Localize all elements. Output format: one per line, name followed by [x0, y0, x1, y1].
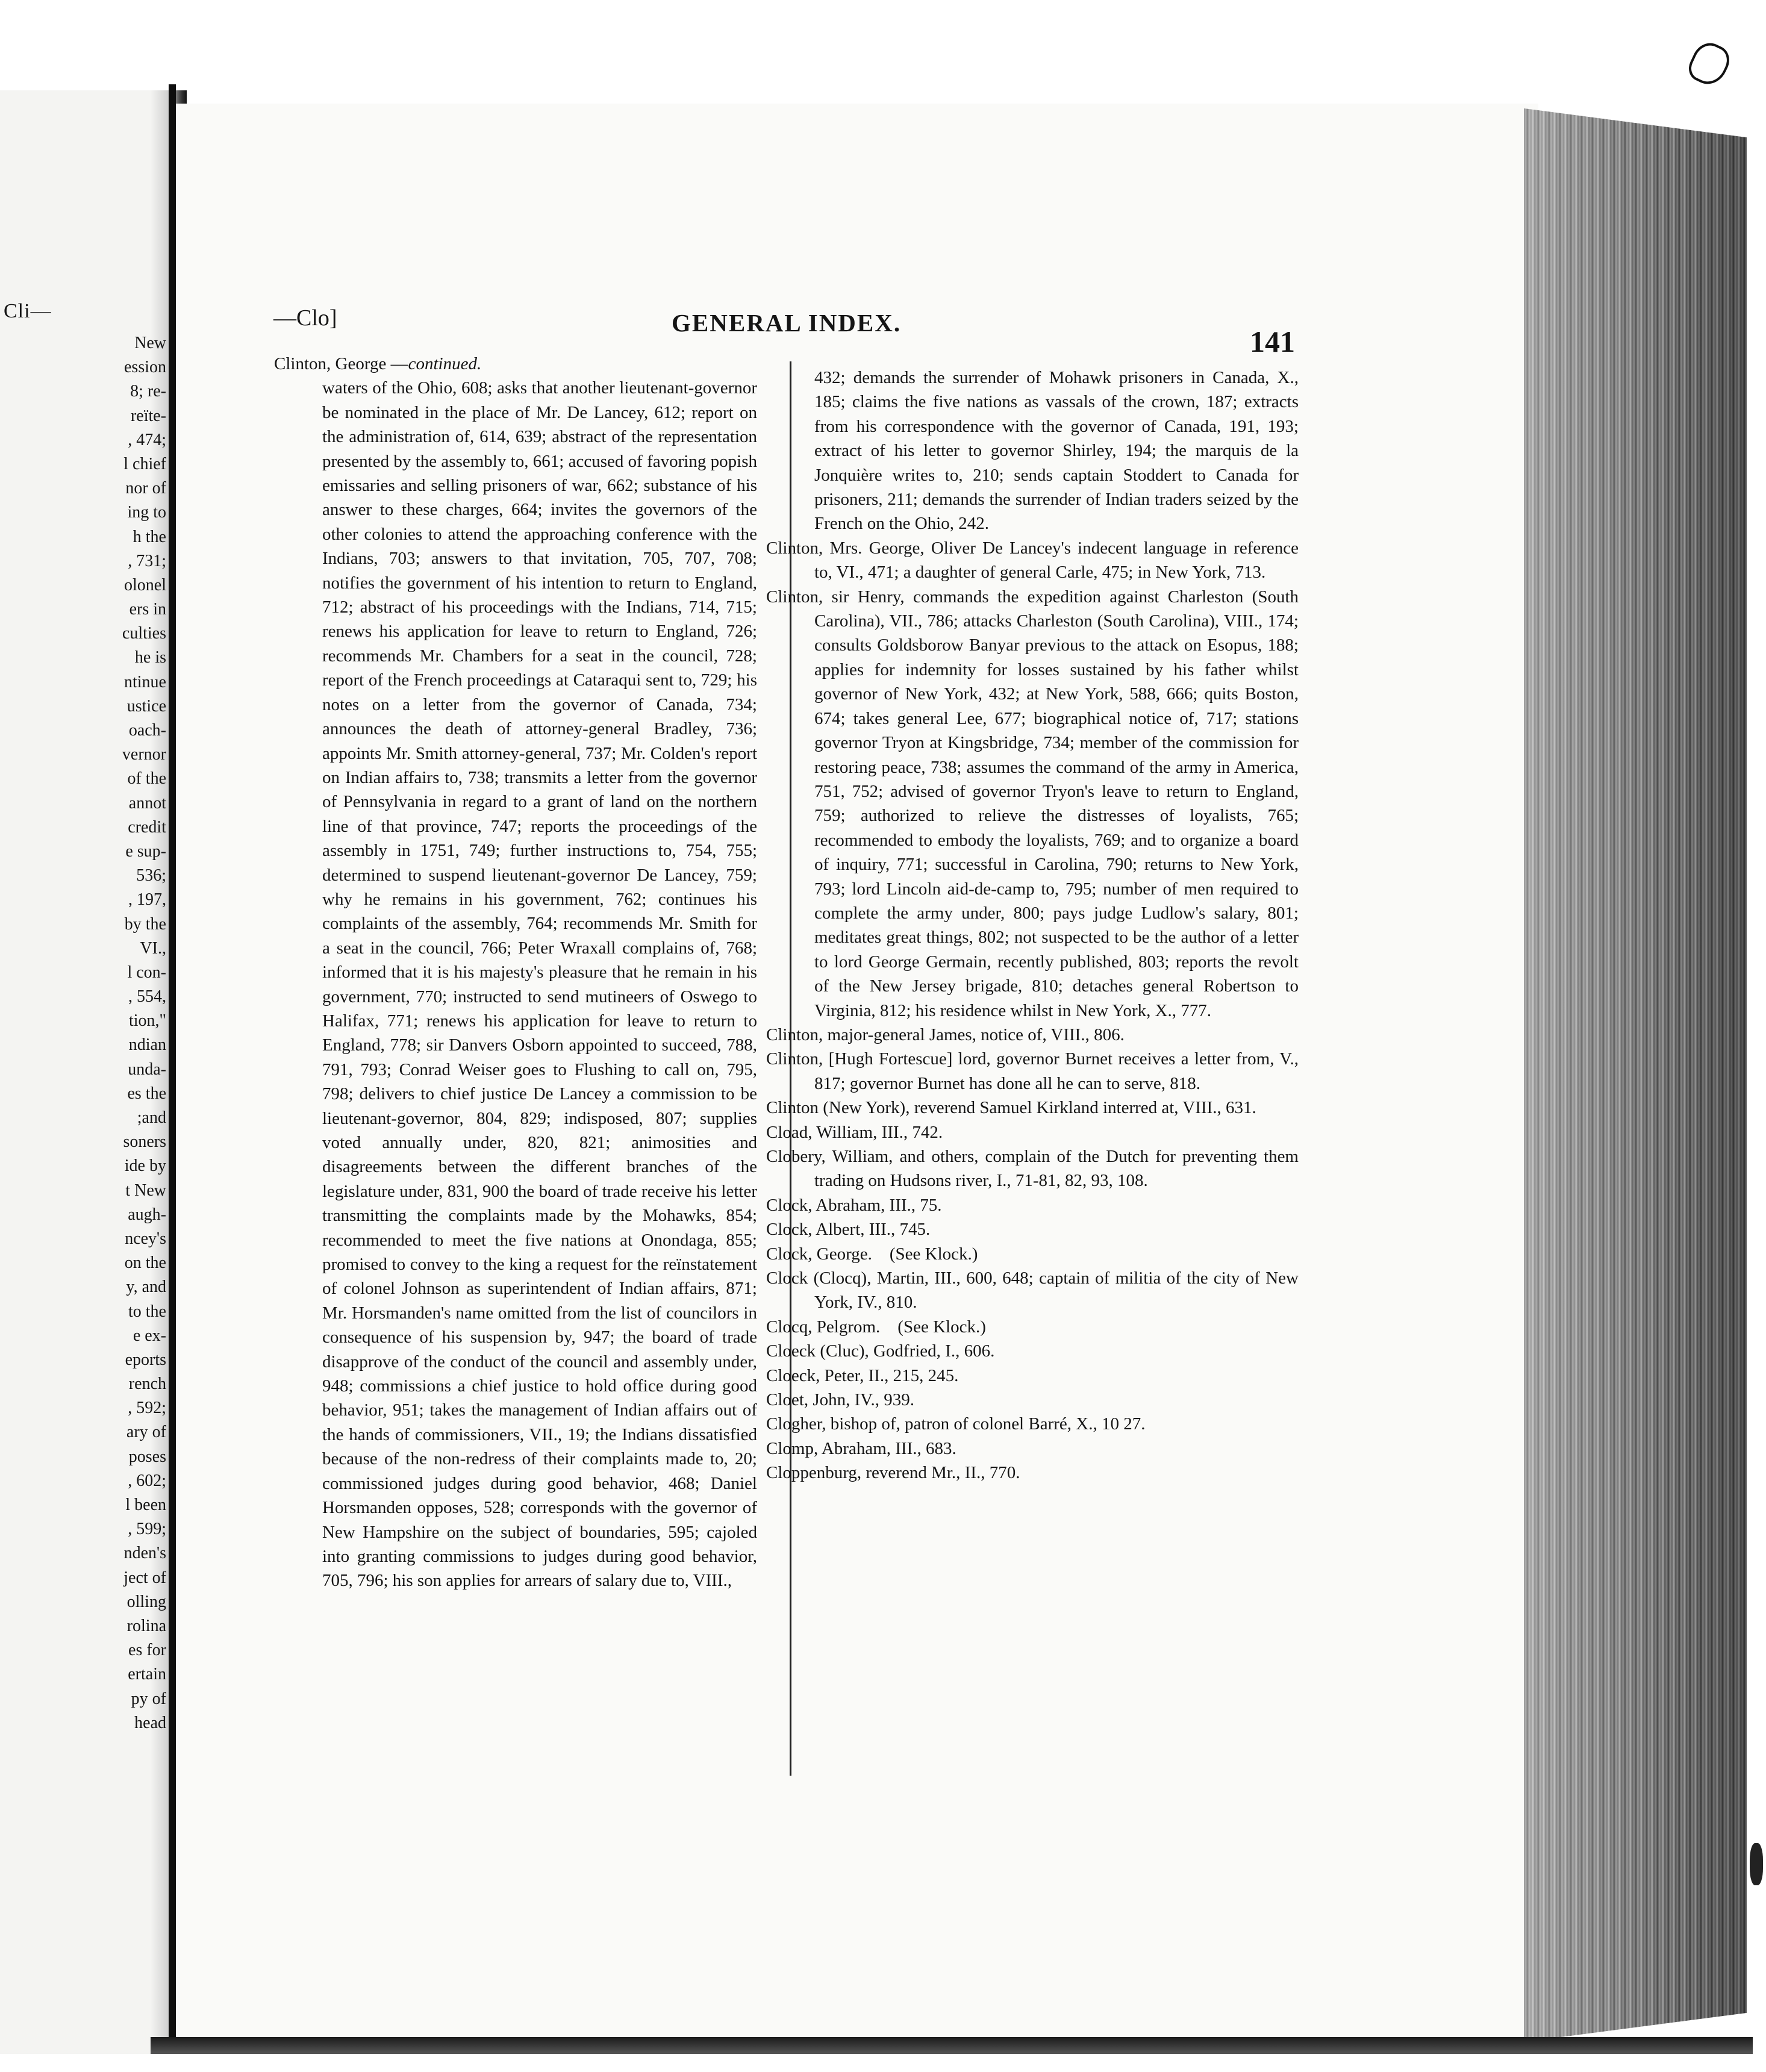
left-fragment-line: ndian: [128, 1035, 166, 1055]
left-fragment-line: he is: [134, 648, 166, 667]
left-fragment-line: , 602;: [128, 1471, 166, 1490]
left-fragment-line: t New: [125, 1181, 166, 1200]
index-entry-text: Clinton, sir Henry, commands the expedition against Charleston (South Carolina), VII., 786; attacks Charleston (South Carolina), VIII., 174; consults Goldsborow Banyar previous to the attack on Esopus, 188; applies for indemnity for losses sustained by his father whilst governor of New York, 432; at New York, 588, 666; quits Boston, 674; takes general Lee, 677; biographical notice of, 717; stations governor Tryon at Kingsbridge, 734; member of the commission for restoring peace, 738; assumes the command of the army in America, 751, 752; advised of governor Tryon's leave to return to England, 759; authorized to relieve the distresses of loyalists, 765; recommended to embody the loyalists, 769; and to organize a board of inquiry, 771; successful in Carolina, 790; returns to New York, 793; lord Lincoln aid-de-camp to, 795; number of men required to complete the army under, 800; pays judge Ludlow's salary, 801; meditates great things, 802; not suspected to be the author of a letter to lord George Germain, recently published, 803; reports the revolt of the New Jersey brigade, 810; detaches general Robertson to Virginia, 812; his residence whilst in New York, X., 777.: [766, 587, 1299, 1020]
index-entry-text: Clobery, William, and others, complain of the Dutch for preventing them trading on Hudsons river, I., 71-81, 82, 93, 108.: [766, 1147, 1299, 1191]
left-fragment-line: 536;: [136, 866, 166, 885]
index-entry-text: Cloeck (Cluc), Godfried, I., 606.: [766, 1341, 995, 1361]
index-entry-text: Clock, Abraham, III., 75.: [766, 1195, 942, 1215]
left-fragment-line: to the: [128, 1302, 166, 1321]
index-entry-text: Clock, Albert, III., 745.: [766, 1220, 931, 1240]
left-fragment-line: on the: [124, 1253, 166, 1273]
left-fragment-line: ertain: [128, 1665, 166, 1684]
left-fragment-line: reïte-: [130, 406, 166, 425]
left-fragment-line: by the: [124, 914, 166, 934]
left-fragment-line: vernor: [122, 745, 166, 764]
left-fragment-line: annot: [128, 793, 166, 813]
index-entry-text: Clinton, Mrs. George, Oliver De Lancey's indecent language in reference to, VI., 471; a daughter of general Carle, 475; in New York, 713.: [766, 538, 1299, 582]
left-fragment-line: py of: [131, 1689, 166, 1708]
index-column-right: [766, 366, 1299, 1485]
index-entry-text: Clogher, bishop of, patron of colonel Barré, X., 10 27.: [766, 1414, 1146, 1434]
index-entry: [766, 1047, 1299, 1096]
index-entry-text: Cloeck, Peter, II., 215, 245.: [766, 1365, 959, 1385]
index-entry: [766, 1144, 1299, 1193]
left-fragment-line: ing to: [127, 503, 166, 522]
left-fragment-line: poses: [128, 1447, 166, 1466]
index-entry: [766, 1242, 1299, 1266]
left-fragment-line: nden's: [123, 1544, 166, 1563]
left-fragment-line: tion,": [129, 1011, 166, 1031]
index-entry-text: Clock (Clocq), Martin, III., 600, 648; captain of militia of the city of New York, IV., 810.: [766, 1268, 1299, 1312]
index-entry: [766, 585, 1299, 1023]
index-entry: [766, 1461, 1299, 1485]
bottom-edge: [151, 2037, 1753, 2054]
index-entry: [766, 1266, 1299, 1315]
scan-artifact: [1750, 1843, 1763, 1885]
left-fragment-line: 8; re-: [130, 382, 166, 401]
left-fragment-line: rench: [128, 1375, 166, 1394]
left-fragment-line: ary of: [126, 1423, 166, 1442]
left-fragment-line: of the: [127, 769, 166, 788]
index-entry: [766, 1437, 1299, 1461]
index-entry: [766, 1388, 1299, 1412]
index-entry-text: Cloet, John, IV., 939.: [766, 1390, 914, 1410]
left-fragment-line: ide by: [124, 1156, 166, 1176]
left-fragment-line: rolina: [126, 1616, 166, 1635]
index-entry-continuation: 432; demands the surrender of Mohawk prisoners in Canada, X., 185; claims the five nations as vassals of the crown, 187; extracts from his correspondence with the governor of Canada, 191, 193; extract of his letter to governor Shirley, 194; the marquis de la Jonquière writes to, 210; sends captain Stoddert to Canada for prisoners, 211; demands the surrender of Indian traders seized by the French on the Ohio, 242.: [814, 368, 1299, 534]
index-entry-heading: [274, 352, 757, 376]
left-fragment-line: , 599;: [128, 1520, 166, 1539]
left-fragment-line: es for: [128, 1641, 166, 1660]
index-entry-text: Clinton (New York), reverend Samuel Kirkland interred at, VIII., 631.: [766, 1098, 1256, 1118]
left-fragment-line: y, and: [126, 1278, 166, 1297]
index-entry: [766, 1096, 1299, 1120]
left-fragment-line: unda-: [128, 1059, 166, 1079]
scan-artifact: [1684, 38, 1734, 90]
index-entry: [766, 1193, 1299, 1217]
index-column-left: [274, 352, 757, 1593]
left-page-text-fragment: [0, 331, 166, 1735]
left-fragment-line: , 731;: [128, 551, 166, 570]
index-entry: [766, 1023, 1299, 1047]
index-entry-text: Clinton, [Hugh Fortescue] lord, governor Burnet receives a letter from, V., 817; governor Burnet has done all he can to serve, 818.: [766, 1049, 1299, 1093]
left-fragment-line: l con-: [127, 963, 166, 982]
left-fragment-line: h the: [133, 527, 166, 546]
entry-heading-text: Clinton, George —: [274, 354, 408, 373]
left-fragment-line: olonel: [124, 575, 166, 594]
page-number: 141: [1250, 325, 1295, 358]
left-fragment-line: oach-: [128, 721, 166, 740]
left-fragment-line: , 592;: [128, 1399, 166, 1418]
index-entry-text: Clinton, major-general James, notice of, VIII., 806.: [766, 1025, 1125, 1044]
index-entry-text: Clomp, Abraham, III., 683.: [766, 1438, 956, 1458]
page-edges-shade: [1524, 108, 1747, 2042]
left-fragment-line: soners: [123, 1132, 166, 1152]
left-fragment-line: ncey's: [125, 1229, 166, 1248]
index-entry: [766, 1364, 1299, 1388]
left-fragment-line: , 197,: [128, 890, 166, 910]
index-entry: [766, 1217, 1299, 1241]
index-entry: [766, 1120, 1299, 1144]
left-fragment-line: culties: [122, 624, 166, 643]
left-fragment-line: , 474;: [128, 430, 166, 449]
left-fragment-line: l chief: [123, 454, 166, 473]
left-fragment-line: e ex-: [133, 1326, 166, 1345]
left-fragment-line: augh-: [128, 1205, 166, 1224]
page-title: GENERAL INDEX.: [672, 309, 902, 337]
cross-reference: (See Klock.): [889, 1244, 978, 1264]
left-fragment-line: e sup-: [125, 841, 166, 861]
index-entry-text: Clock, George.: [766, 1244, 872, 1264]
binding-edge: [169, 84, 176, 2054]
cross-reference: (See Klock.): [897, 1317, 986, 1337]
index-entry: [766, 1412, 1299, 1436]
index-entry-text: Clocq, Pelgrom.: [766, 1317, 881, 1337]
index-entry: [766, 536, 1299, 585]
left-fragment-line: olling: [126, 1592, 166, 1611]
left-page-header: Cli—: [4, 300, 52, 322]
index-entry-text: Cloppenburg, reverend Mr., II., 770.: [766, 1463, 1020, 1483]
entry-heading-continued: continued.: [408, 354, 482, 373]
index-entry-text: Cload, William, III., 742.: [766, 1122, 943, 1142]
left-fragment-line: nor of: [125, 479, 166, 498]
left-fragment-line: ers in: [129, 600, 166, 619]
left-fragment-line: es the: [127, 1084, 166, 1103]
index-entry: [766, 1315, 1299, 1339]
left-fragment-line: ;and: [137, 1108, 166, 1127]
left-fragment-line: ntinue: [124, 672, 166, 691]
left-fragment-line: l been: [125, 1496, 166, 1514]
left-fragment-line: eports: [125, 1350, 166, 1369]
left-fragment-line: credit: [128, 817, 166, 837]
running-head: —Clo]: [273, 305, 337, 331]
left-fragment-line: , 554,: [128, 987, 166, 1006]
index-entry-body: waters of the Ohio, 608; asks that another lieutenant-governor be nominated in the place of Mr. De Lancey, 612; report on the administration of, 614, 639; abstract of the representation presented by the assembly to, 661; accused of favoring popish emissaries and selling prisoners of war, 662; substance of his answer to these charges, 664; invites the governors of the other colonies to attend the approaching conference with the Indians, 703; answers to that invitation, 705, 707, 708; notifies the government of his intention to return to England, 712; abstract of his proceedings with the Indians, 714, 715; renews his application for leave to return to England, 726; recommends Mr. Chambers for a seat in the council, 728; report of the French proceedings at Cataraqui sent to, 729; his notes on a letter from the governor of Canada, 734; announces the death of attorney-general Bradley, 736; appoints Mr. Smith attorney-general, 737; Mr. Colden's report on Indian affairs to, 738; transmits a letter from the governor of Pennsylvania in regard to a grant of land on the northern line of that province, 747; reports the proceedings of the assembly in 1751, 749; further instructions to, 754, 755; determined to suspend lieutenant-governor De Lancey, 759; why he remains in his government, 762; continues his complaints of the assembly, 764; recommends Mr. Smith for a seat in the council, 766; Peter Wraxall complains of, 768; informed that it is his majesty's pleasure that he remain in his government, 770; instructed to send mutineers of Oswego to Halifax, 771; renews his application for leave to return to England, 778; sir Danvers Osborn appointed to succeed, 788, 791, 793; Conrad Weiser goes to Flushing to call on, 795, 798; delivers to chief justice De Lancey a commission to be lieutenant-governor, 804, 829; indisposed, 807; supplies voted annually under, 820, 821; animosities and disagreements between the different branches of the legislature under, 831, 900 the board of trade receive his letter transmitting the complaints made by the Mohawks, 854; recommended to meet the five nations at Onondaga, 855; promised to convey to the king a request for the reïnstatement of colonel Johnson as superintendent of Indian affairs, 871; Mr. Horsmanden's name omitted from the list of councilors in consequence of his suspension by, 947; the board of trade disapprove of the conduct of the council and assembly under, 948; commissions a chief justice to hold office during good behavior, 951; takes the management of Indian affairs out of the hands of commissioners, VII., 19; the Indians dissatisfied because of the non-redress of their complaints made to, 20; commissioned judges during good behavior, 468; Daniel Horsmanden opposes, 528; corresponds with the governor of New Hampshire on the subject of boundaries, 595; cajoled into granting commissions to judges during good behavior, 705, 796; his son applies for arrears of salary due to, VIII.,: [322, 378, 757, 1591]
left-fragment-line: ject of: [123, 1568, 166, 1587]
left-fragment-line: ustice: [126, 696, 166, 716]
left-fragment-line: VI.,: [140, 938, 166, 958]
left-fragment-line: New: [134, 334, 166, 352]
left-fragment-line: ession: [124, 358, 166, 377]
index-entry: [766, 1339, 1299, 1363]
left-fragment-line: head: [134, 1713, 166, 1732]
